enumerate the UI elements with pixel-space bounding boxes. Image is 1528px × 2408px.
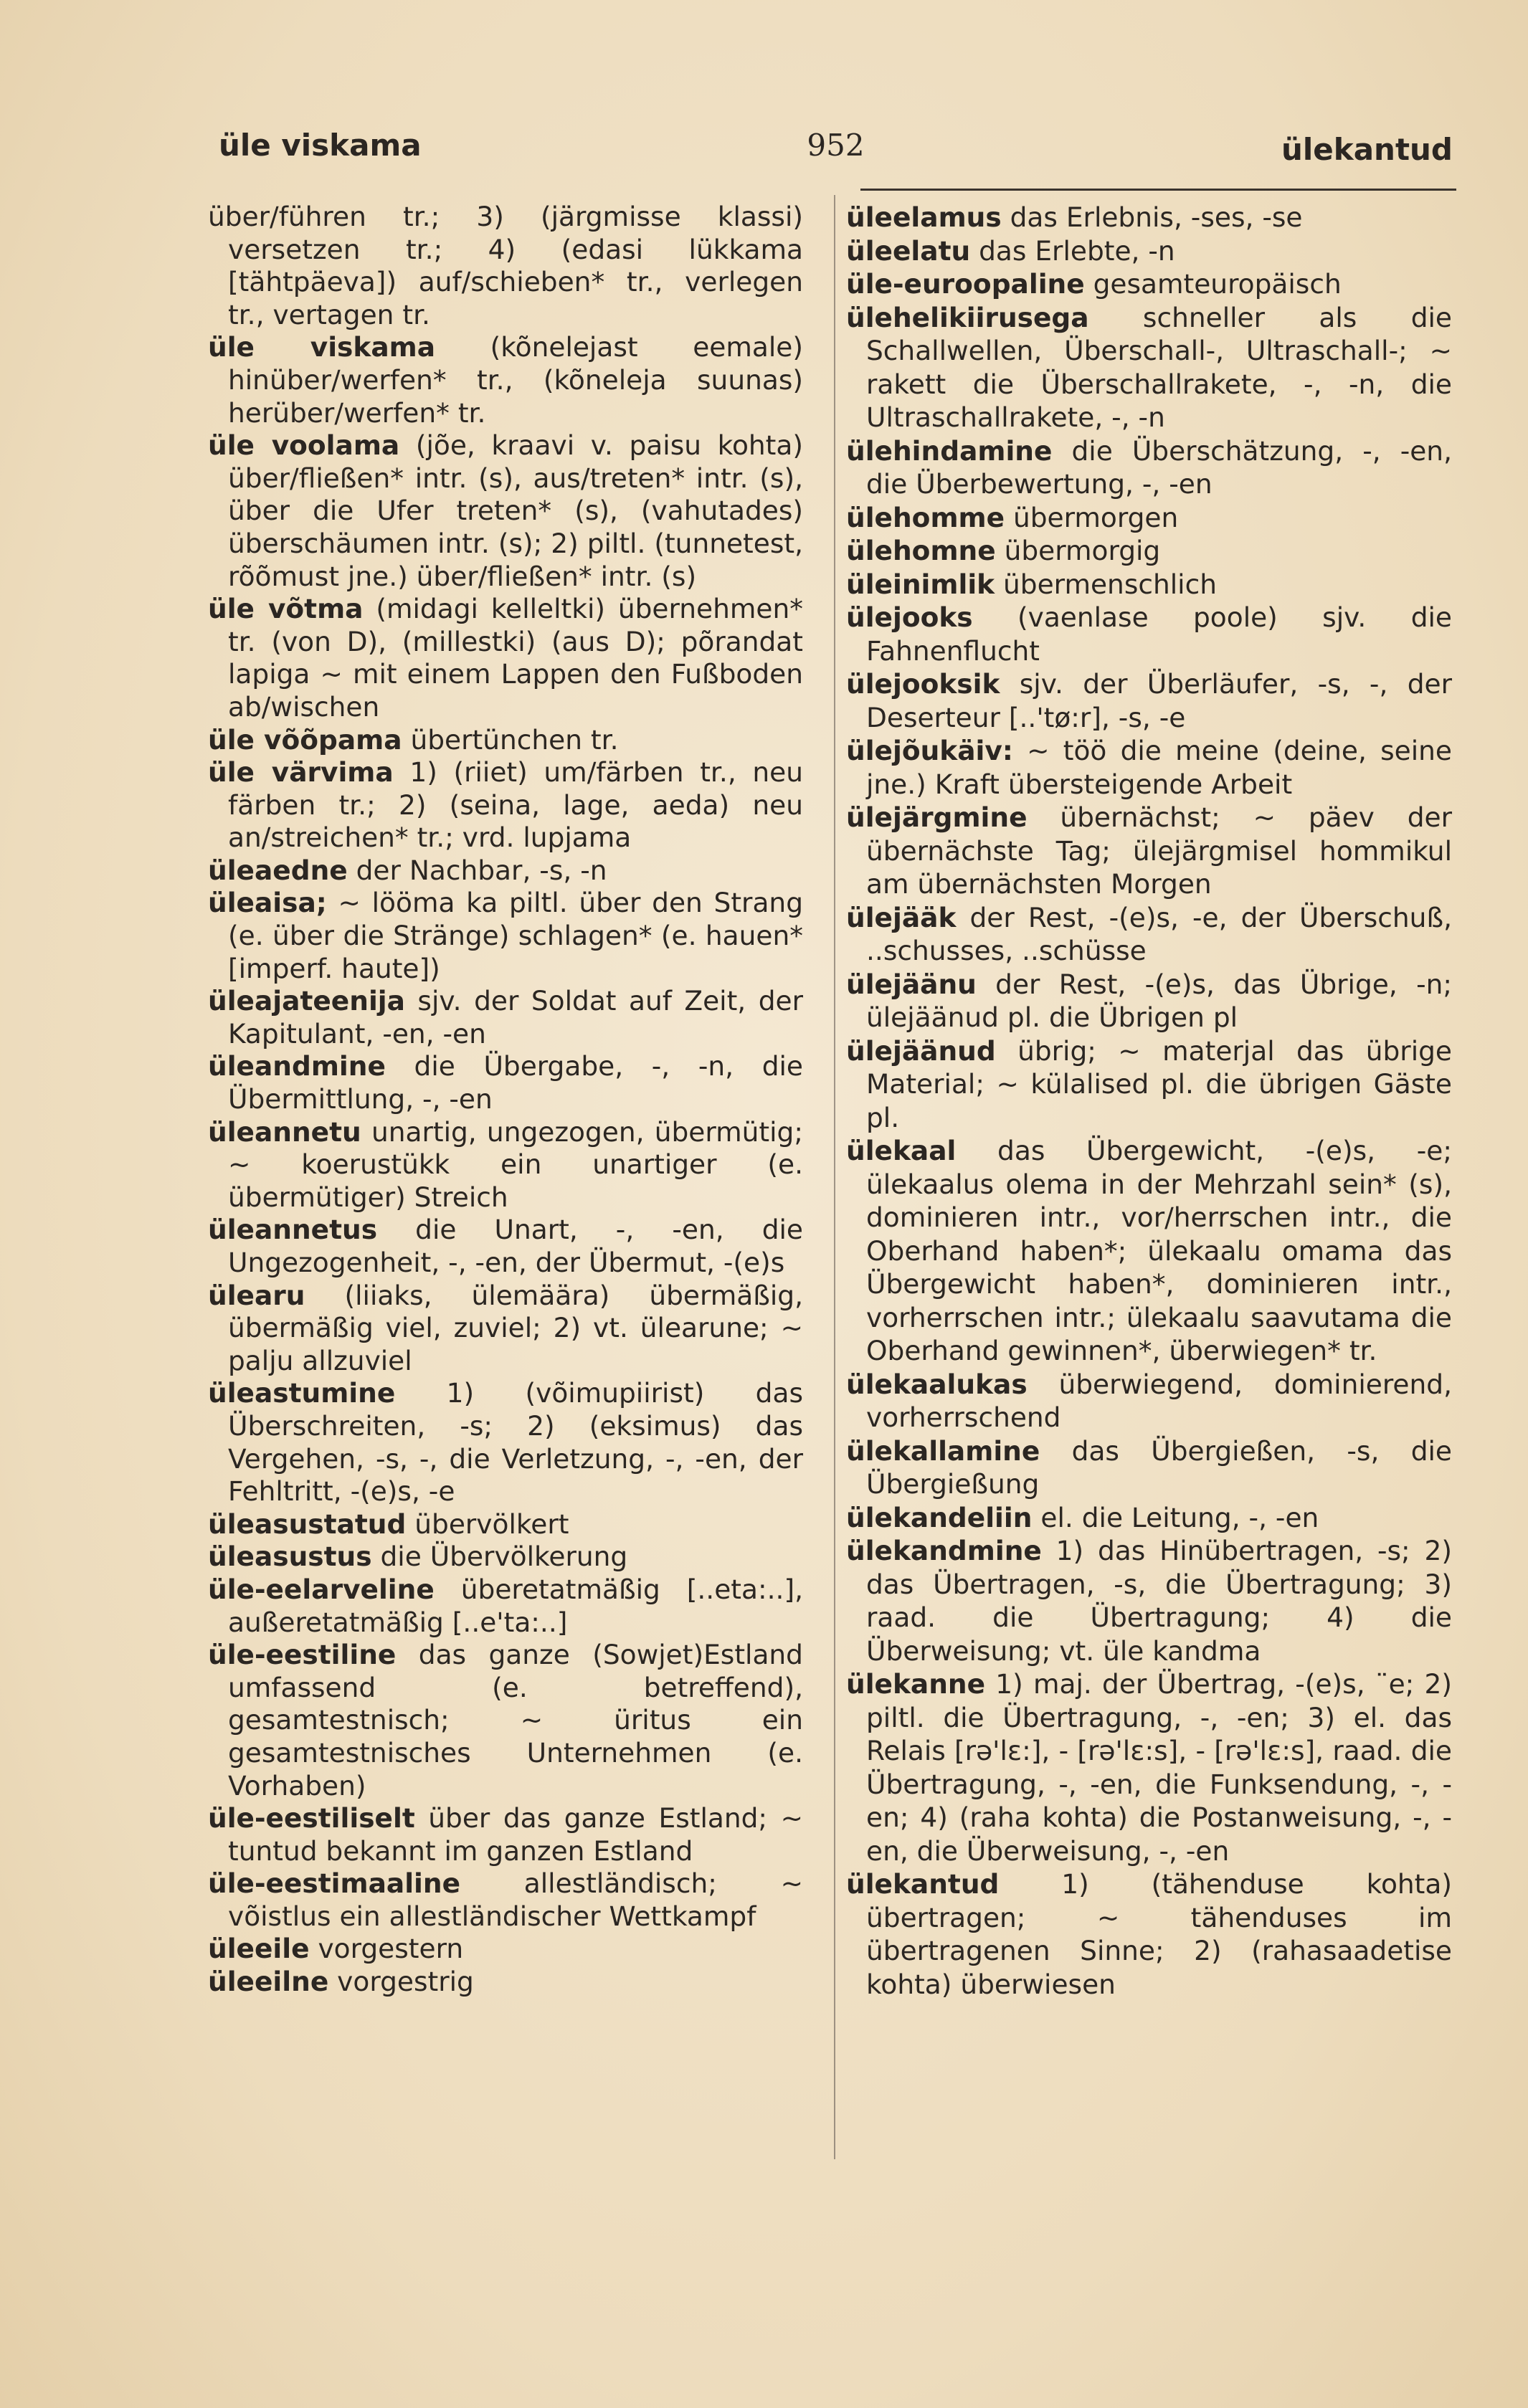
entry-headword: üle viskama	[208, 331, 436, 363]
dictionary-entry	[208, 201, 803, 331]
dictionary-entry	[208, 855, 803, 887]
entry-headword: üle võõpama	[208, 723, 402, 756]
entry-headword: üle-eelarveline	[208, 1573, 435, 1605]
entry-headword: ülekantud	[846, 1868, 1000, 1900]
dictionary-entry	[846, 1434, 1452, 1501]
dictionary-entry	[208, 985, 803, 1050]
entry-headword: üleasustus	[208, 1541, 372, 1573]
entry-headword: ülekallamine	[846, 1434, 1040, 1467]
left-column	[208, 201, 803, 1999]
dictionary-entry	[846, 301, 1452, 434]
dictionary-entry	[846, 434, 1452, 501]
entry-definition: 1) (võimupiirist) das Überschreiten, -s; 2) (eksimus) das Vergehen, -s, -, die Verletzung, -, -en, der Fehltritt, -(e)s, -e	[228, 1377, 803, 1508]
dictionary-entry	[208, 331, 803, 429]
entry-headword: ülekandeliin	[846, 1501, 1033, 1533]
entry-headword: ülejärgmine	[846, 801, 1028, 833]
entry-definition: der Nachbar, -s, -n	[347, 854, 607, 886]
dictionary-entry	[208, 429, 803, 593]
entry-headword: ülekandmine	[846, 1535, 1042, 1566]
page-number: 952	[807, 128, 865, 163]
entry-headword: ülehindamine	[846, 434, 1053, 467]
entry-headword: ülekaal	[846, 1135, 957, 1166]
entry-definition: die Übergabe, -, -n, die Übermittlung, -, -en	[228, 1050, 803, 1115]
entry-headword: üle-eestiline	[208, 1639, 397, 1671]
entry-headword: üleelatu	[846, 234, 971, 267]
entry-headword: üle-euroopaline	[846, 268, 1085, 300]
dictionary-entry	[846, 501, 1452, 535]
entry-definition: überwiegend, dominierend, vorherrschend	[866, 1368, 1452, 1433]
entry-definition: übertünchen tr.	[402, 723, 619, 756]
dictionary-entry	[208, 1050, 803, 1115]
entry-definition: die Unart, -, -en, die Ungezogenheit, -, -en, der Übermut, -(e)s	[228, 1214, 803, 1278]
dictionary-entry	[208, 1280, 803, 1378]
column-divider	[834, 195, 835, 2159]
dictionary-entry	[846, 734, 1452, 801]
entry-definition: überetatmäßig [..eta:..], außeretatmäßig [..e'ta:..]	[228, 1573, 803, 1638]
dictionary-entry	[846, 1667, 1452, 1867]
dictionary-entry	[846, 968, 1452, 1034]
entry-definition: vorgestern	[309, 1933, 464, 1965]
entry-definition: ~ töö die meine (deine, seine jne.) Kraft übersteigende Arbeit	[866, 735, 1452, 800]
dictionary-entry	[208, 1214, 803, 1279]
entry-headword: üle võtma	[208, 593, 364, 625]
dictionary-entry	[846, 901, 1452, 968]
entry-definition: übernächst; ~ päev der übernächste Tag; ülejärgmisel hommikul am übernächsten Morgen	[866, 801, 1452, 900]
entry-headword: ülekaalukas	[846, 1368, 1028, 1400]
entry-definition: übermorgig	[995, 535, 1161, 566]
dictionary-entry	[846, 1368, 1452, 1434]
dictionary-entry	[208, 1541, 803, 1574]
dictionary-entry	[846, 601, 1452, 667]
entry-definition: (midagi kelleltki) übernehmen* tr. (von D), (millestki) (aus D); põrandat lapiga ~ mit einem Lappen den Fußboden ab/wischen	[228, 593, 803, 723]
entry-definition: 1) das Hinübertragen, -s; 2) das Übertragen, -s, die Übertragung; 3) raad. die Übertragung; 4) die Überweisung; vt. üle kandma	[866, 1535, 1452, 1667]
entry-headword: üleaisa;	[208, 887, 327, 919]
entry-definition: 1) (tähenduse kohta) übertragen; ~ tähenduses im übertragenen Sinne; 2) (rahasaadetise kohta) überwiesen	[866, 1868, 1452, 2000]
entry-definition: die Übervölkerung	[371, 1541, 628, 1573]
dictionary-entry	[208, 1377, 803, 1508]
entry-headword: üleaedne	[208, 854, 348, 886]
entry-headword: üleajateenija	[208, 985, 405, 1017]
dictionary-entry	[846, 534, 1452, 568]
dictionary-entry	[208, 1966, 803, 1999]
dictionary-entry	[208, 1508, 803, 1541]
entry-headword: ülejooks	[846, 601, 973, 633]
dictionary-entry	[846, 568, 1452, 601]
entry-headword: üle voolama	[208, 429, 400, 462]
dictionary-entry	[846, 1534, 1452, 1667]
dictionary-entry	[208, 1574, 803, 1639]
dictionary-entry	[208, 1639, 803, 1802]
entry-definition: über das ganze Estland; ~ tuntud bekannt im ganzen Estland	[228, 1802, 803, 1867]
entry-definition: allestländisch; ~ võistlus ein allestländischer Wettkampf	[228, 1867, 803, 1932]
entry-definition: übermenschlich	[995, 568, 1217, 600]
entry-headword: ülejääk	[846, 901, 957, 933]
header-last-headword: ülekantud	[1281, 132, 1453, 167]
entry-definition: vorgestrig	[328, 1966, 474, 1998]
dictionary-entry	[208, 1933, 803, 1966]
entry-definition: (jõe, kraavi v. paisu kohta) über/fließen* intr. (s), aus/treten* intr. (s), über die Ufer treten* (s), (vahutades) überschäumen intr. (s); 2) piltl. (tunnetest, rõõmust jne.) über/fließen* intr. (s)	[228, 429, 803, 592]
entry-headword: üleinimlik	[846, 568, 995, 600]
entry-headword: üleelamus	[846, 201, 1002, 233]
entry-definition: (kõnelejast eemale) hinüber/werfen* tr., (kõneleja suunas) herüber/werfen* tr.	[228, 331, 803, 429]
entry-definition: der Rest, -(e)s, -e, der Überschuß, ..schusses, ..schüsse	[866, 901, 1452, 966]
entry-definition: (liiaks, ülemäära) übermäßig, übermäßig viel, zuviel; 2) vt. ülearune; ~ palju allzuviel	[228, 1279, 803, 1376]
entry-definition: das Übergießen, -s, die Übergießung	[866, 1434, 1452, 1500]
dictionary-entry	[846, 801, 1452, 901]
entry-definition: das ganze (Sowjet)Estland umfassend (e. betreffend), gesamtestnisch; ~ üritus ein gesamtestnisches Unternehmen (e. Vorhaben)	[228, 1639, 803, 1802]
dictionary-entry	[208, 1116, 803, 1214]
page-header	[219, 128, 1453, 178]
dictionary-entry	[846, 1034, 1452, 1135]
dictionary-entry	[208, 887, 803, 985]
entry-headword: üleannetus	[208, 1214, 378, 1246]
entry-definition: über/führen tr.; 3) (järgmisse klassi) versetzen tr.; 4) (edasi lükkama [tähtpäeva]) auf/schieben* tr., verlegen tr., vertagen tr.	[208, 201, 803, 330]
entry-headword: üleandmine	[208, 1050, 386, 1082]
dictionary-entry	[846, 201, 1452, 234]
header-first-headword: üle viskama	[219, 128, 422, 163]
entry-headword: ülejooksik	[846, 668, 1000, 700]
entry-definition: 1) (riiet) um/färben tr., neu färben tr.; 2) (seina, lage, aeda) neu an/streichen* tr.; vrd. lupjama	[228, 756, 803, 854]
entry-headword: üleeile	[208, 1933, 310, 1965]
dictionary-entry	[208, 1802, 803, 1867]
entry-definition: der Rest, -(e)s, das Übrige, -n; ülejäänud pl. die Übrigen pl	[866, 968, 1452, 1033]
entry-definition: übervölkert	[406, 1508, 569, 1540]
right-column	[846, 201, 1452, 2001]
entry-definition: übrig; ~ materjal das übrige Material; ~ külalised pl. die übrigen Gäste pl.	[866, 1034, 1452, 1133]
dictionary-entry	[846, 1867, 1452, 2001]
entry-definition: gesamteuropäisch	[1084, 268, 1342, 300]
entry-definition: 1) maj. der Übertrag, -(e)s, ¨e; 2) piltl. die Übertragung, -, -en; 3) el. das Relais [rə'lɛ:], - [rə'lɛ:s], - [rə'lɛ:s], raad. die Übertragung, -, -en, die Funksendung, -, -en; 4) (raha kohta) die Postanweisung, -, -en, die Überweisung, -, -en	[866, 1668, 1452, 1867]
entry-definition: schneller als die Schallwellen, Überschall-, Ultraschall-; ~ rakett die Überschallrakete, -, -n, die Ultraschallrakete, -, -n	[866, 301, 1452, 433]
entry-headword: ülehelikiirusega	[846, 301, 1089, 333]
entry-headword: üle-eestimaaline	[208, 1867, 461, 1900]
entry-definition: ~ lööma ka piltl. über den Strang (e. über die Stränge) schlagen* (e. hauen* [imperf. haute])	[228, 887, 803, 984]
entry-definition: unartig, ungezogen, übermütig; ~ koerustükk ein unartiger (e. übermütiger) Streich	[228, 1115, 803, 1213]
entry-headword: üle-eestiliselt	[208, 1802, 415, 1834]
entry-headword: üleastumine	[208, 1377, 396, 1409]
dictionary-entry	[208, 724, 803, 757]
entry-headword: ülejäänud	[846, 1034, 996, 1067]
entry-definition: das Übergewicht, -(e)s, -e; ülekaalus olema in der Mehrzahl sein* (s), dominieren intr., vor/herrschen intr., die Oberhand haben*; ülekaalu omama das Übergewicht haben*, dominieren intr., vorherrschen intr.; ülekaalu saavutama die Oberhand gewinnen*, überwiegen* tr.	[866, 1135, 1452, 1366]
dictionary-entry	[846, 267, 1452, 301]
entry-headword: ülejõukäiv:	[846, 735, 1013, 766]
entry-headword: üleasustatud	[208, 1508, 407, 1540]
entry-definition: (vaenlase poole) sjv. die Fahnenflucht	[866, 601, 1452, 667]
entry-headword: ülehomne	[846, 535, 996, 566]
dictionary-entry	[208, 756, 803, 855]
entry-definition: el. die Leitung, -, -en	[1032, 1501, 1319, 1533]
header-rule	[860, 189, 1456, 191]
entry-definition: das Erlebnis, -ses, -se	[1001, 201, 1303, 233]
dictionary-entry	[846, 1134, 1452, 1368]
entry-headword: üleeilne	[208, 1966, 329, 1998]
entry-headword: ülearu	[208, 1279, 305, 1311]
entry-headword: üle värvima	[208, 756, 394, 789]
entry-definition: die Überschätzung, -, -en, die Überbewertung, -, -en	[866, 434, 1452, 500]
entry-definition: das Erlebte, -n	[970, 234, 1175, 267]
dictionary-entry	[846, 667, 1452, 734]
dictionary-entry	[846, 234, 1452, 268]
entry-headword: üleannetu	[208, 1115, 361, 1148]
dictionary-entry	[208, 1867, 803, 1933]
dictionary-entry	[208, 593, 803, 723]
entry-definition: sjv. der Überläufer, -s, -, der Deserteur [..'tø:r], -s, -e	[866, 668, 1452, 733]
entry-headword: ülejäänu	[846, 968, 977, 1000]
entry-definition: sjv. der Soldat auf Zeit, der Kapitulant, -en, -en	[228, 985, 803, 1050]
entry-definition: übermorgen	[1005, 501, 1179, 533]
entry-headword: ülehomme	[846, 501, 1005, 533]
entry-headword: ülekanne	[846, 1668, 986, 1700]
dictionary-entry	[846, 1501, 1452, 1535]
